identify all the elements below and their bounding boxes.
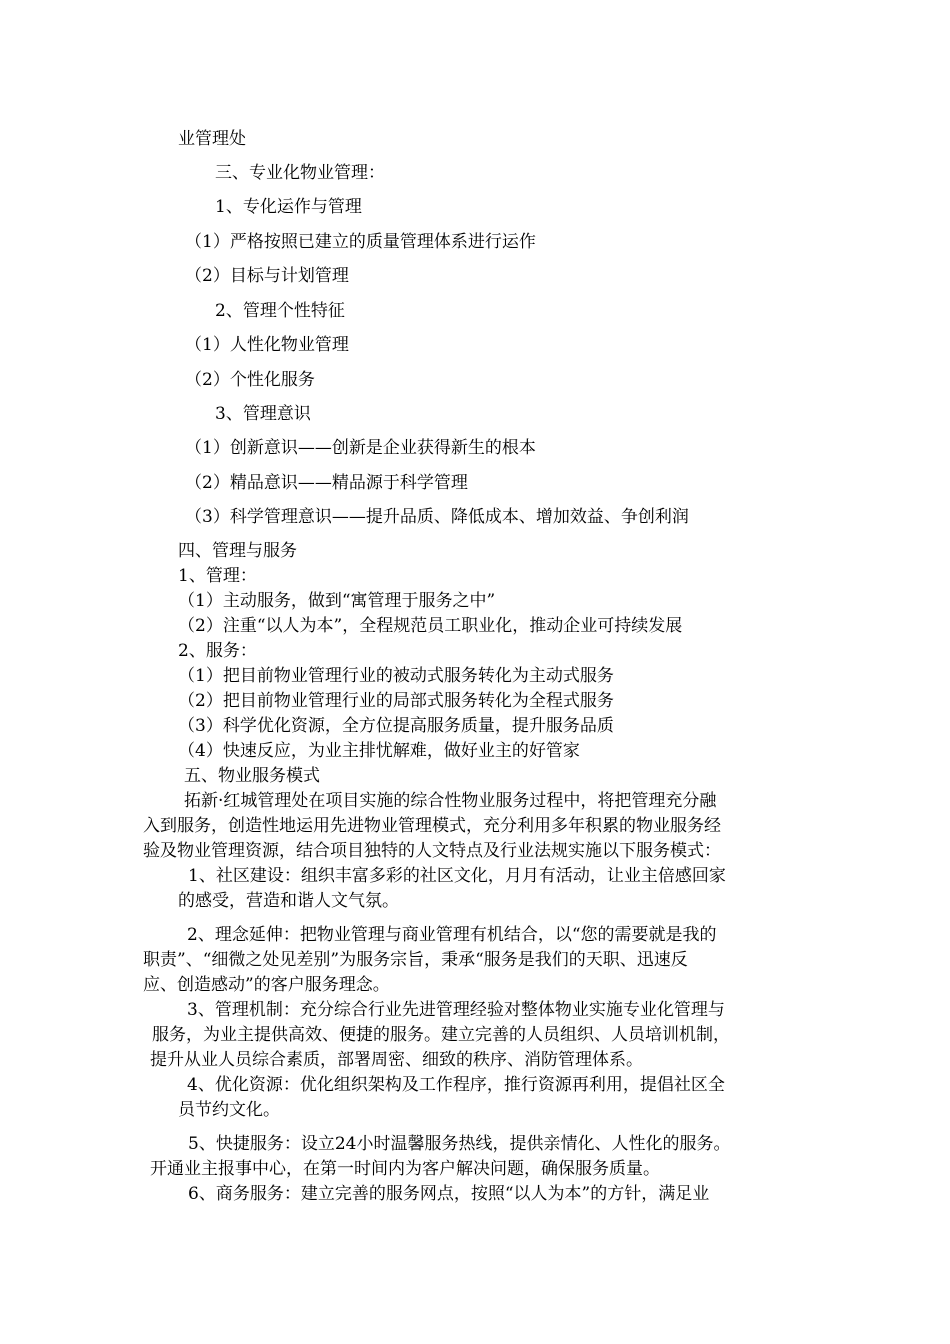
subheading: 2、管理个性特征 [215, 301, 345, 321]
subheading: 2、服务： [178, 641, 257, 661]
paragraph-line: 2、理念延伸：把物业管理与商业管理有机结合，以“您的需要就是我的 [187, 925, 717, 945]
section-heading-3: 三、专业化物业管理： [215, 163, 385, 183]
paragraph-line: 员节约文化。 [178, 1100, 280, 1120]
paragraph-line: 服务，为业主提供高效、便捷的服务。建立完善的人员组织、人员培训机制， [152, 1025, 730, 1045]
paragraph-line: 验及物业管理资源，结合项目独特的人文特点及行业法规实施以下服务模式： [143, 841, 721, 861]
section-heading-4: 四、管理与服务 [178, 541, 297, 561]
section-heading-5: 五、物业服务模式 [184, 766, 320, 786]
paragraph-line: 开通业主报事中心，在第一时间内为客户解决问题，确保服务质量。 [150, 1159, 660, 1179]
list-item: （3）科学优化资源，全方位提高服务质量，提升服务品质 [178, 716, 614, 736]
text-line: 业管理处 [178, 129, 246, 149]
list-item: （2）注重“以人为本”，全程规范员工职业化，推动企业可持续发展 [178, 616, 683, 636]
subheading: 1、管理： [178, 566, 257, 586]
paragraph-line: 的感受，营造和谐人文气氛。 [178, 891, 399, 911]
paragraph-line: 职责”、“细微之处见差别”为服务宗旨，秉承“服务是我们的天职、迅速反 [143, 950, 688, 970]
list-item: （3）科学管理意识——提升品质、降低成本、增加效益、争创利润 [185, 507, 689, 527]
list-item: （1）人性化物业管理 [185, 335, 349, 355]
paragraph-line: 拓新·红城管理处在项目实施的综合性物业服务过程中，将把管理充分融 [184, 791, 717, 811]
list-item: （2）精品意识——精品源于科学管理 [185, 473, 468, 493]
list-item: （2）目标与计划管理 [185, 266, 349, 286]
paragraph-line: 4、优化资源：优化组织架构及工作程序，推行资源再利用，提倡社区全 [187, 1075, 725, 1095]
list-item: （4）快速反应，为业主排忧解难，做好业主的好管家 [178, 741, 580, 761]
paragraph-line: 应、创造感动”的客户服务理念。 [143, 975, 390, 995]
paragraph-line: 入到服务，创造性地运用先进物业管理模式，充分利用多年积累的物业服务经 [143, 816, 721, 836]
list-item: （2）把目前物业管理行业的局部式服务转化为全程式服务 [178, 691, 614, 711]
list-item: （1）严格按照已建立的质量管理体系进行运作 [185, 232, 536, 252]
paragraph-line: 5、快捷服务：设立24小时温馨服务热线，提供亲情化、人性化的服务。 [188, 1134, 731, 1154]
subheading: 3、管理意识 [215, 404, 311, 424]
list-item: （1）把目前物业管理行业的被动式服务转化为主动式服务 [178, 666, 614, 686]
subheading: 1、专化运作与管理 [215, 197, 362, 217]
list-item: （1）创新意识——创新是企业获得新生的根本 [185, 438, 536, 458]
list-item: （2）个性化服务 [185, 370, 315, 390]
paragraph-line: 6、商务服务：建立完善的服务网点，按照“以人为本”的方针，满足业 [188, 1184, 710, 1204]
paragraph-line: 提升从业人员综合素质，部署周密、细致的秩序、消防管理体系。 [150, 1050, 643, 1070]
paragraph-line: 3、管理机制：充分综合行业先进管理经验对整体物业实施专业化管理与 [187, 1000, 725, 1020]
paragraph-line: 1、社区建设：组织丰富多彩的社区文化，月月有活动，让业主倍感回家 [188, 866, 726, 886]
list-item: （1）主动服务，做到“寓管理于服务之中” [178, 591, 496, 611]
